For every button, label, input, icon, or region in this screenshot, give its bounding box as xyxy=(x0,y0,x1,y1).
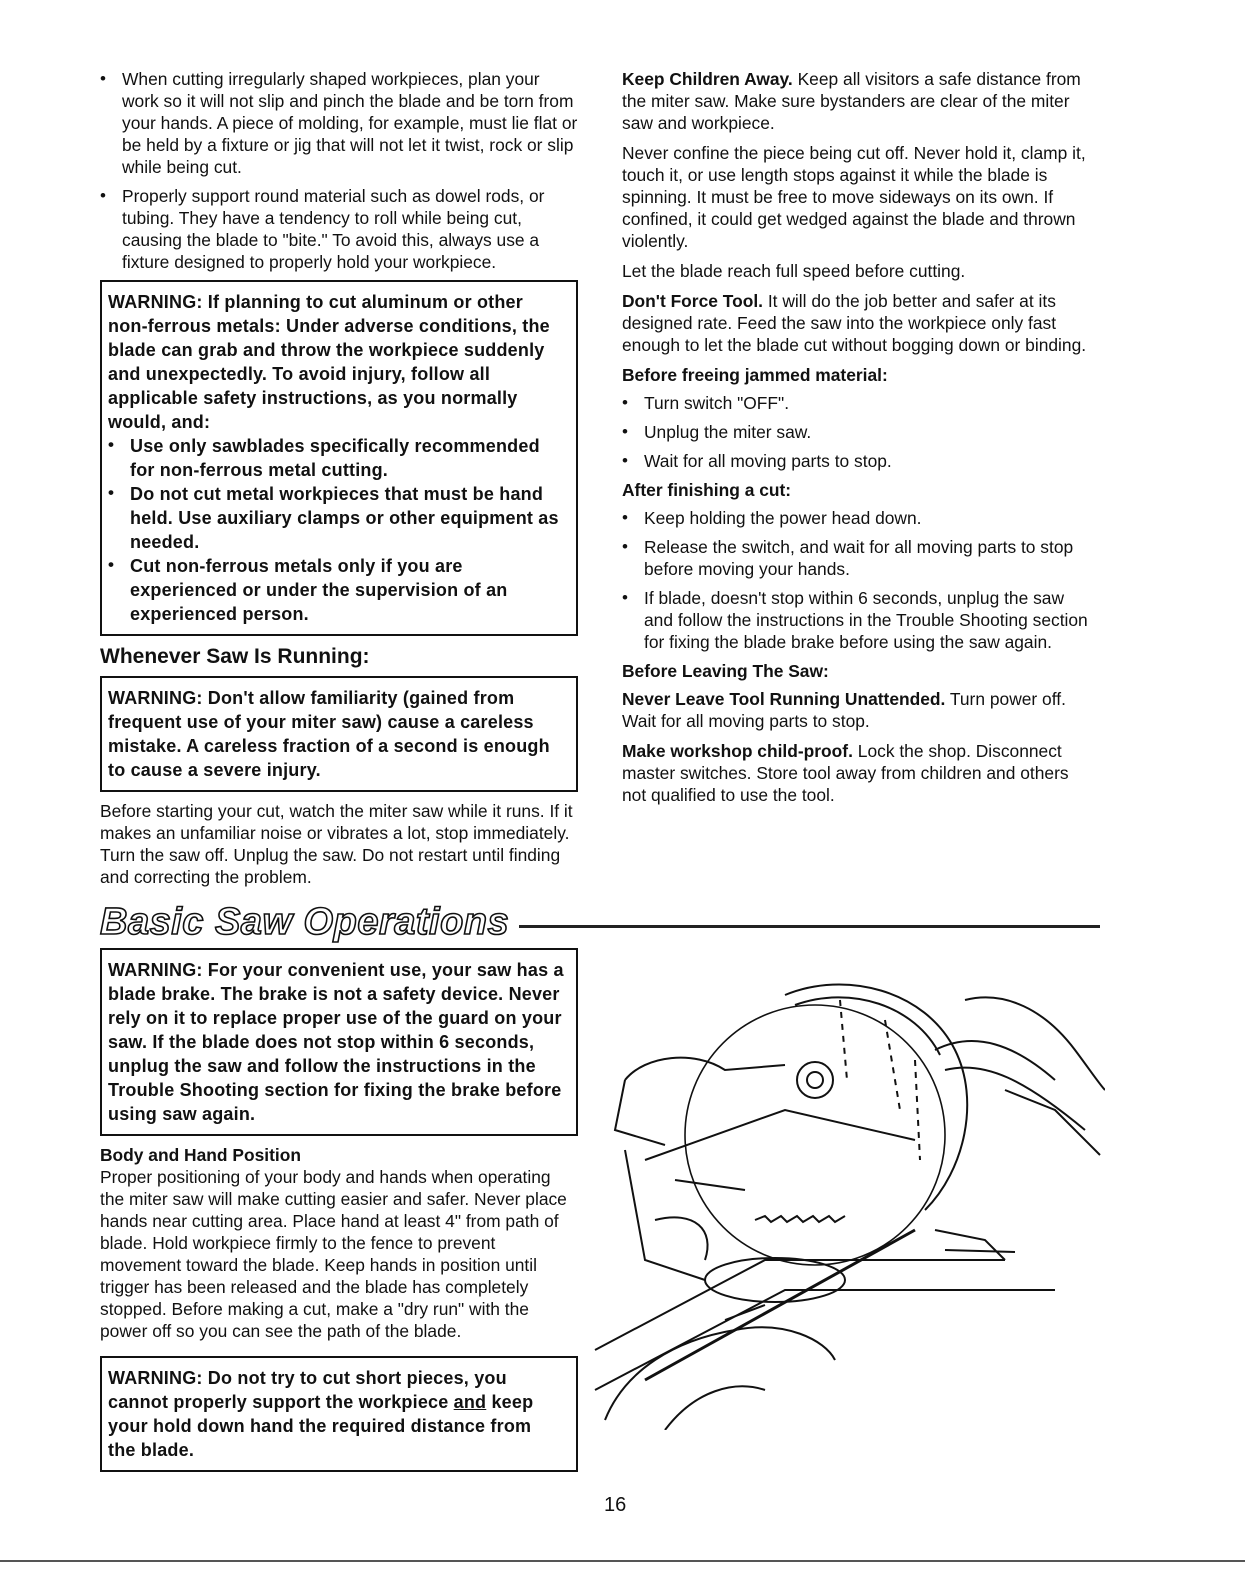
list-item: • Use only sawblades specifically recommended for non-ferrous metal cutting. xyxy=(108,435,540,480)
force-paragraph: Don't Force Tool. It will do the job better and safer at its designed rate. Feed the saw into the workpiece only fast enough to let the blade cut without bogging down or binding. xyxy=(622,291,1087,355)
left-column-top xyxy=(100,68,578,896)
warning-intro: WARNING: If planning to cut aluminum or other non-ferrous metals: Under adverse conditions, the blade can grab and throw the workpiece suddenly and unexpectedly. To avoid injury, follow all applicable safety instructions, as you normally would, and: xyxy=(108,292,550,432)
list-item: • Cut non-ferrous metals only if you are experienced or under the supervision of an experienced person. xyxy=(108,555,508,624)
body-hand-text: Proper positioning of your body and hands when operating the miter saw will make cutting easier and safer. Never place hands near cutting area. Place hand at least 4" from path of blade. Hold workpiece firmly to the fence to prevent movement toward the blade. Keep hands in position until trigger has been released and the blade has completely stopped. Before making a cut, make a "dry run" with the power off so you can see the path of the blade. xyxy=(100,1167,567,1341)
warning-box-blade-brake: WARNING: For your convenient use, your saw has a blade brake. The brake is not a safety device. Never rely on it to replace proper use of the guard on your saw. If the blade does not stop within 6 seconds, unplug the saw and follow the instructions in the Trouble Shooting section for fixing the brake before using saw again. xyxy=(100,948,578,1136)
leaving-heading: Before Leaving The Saw: xyxy=(622,661,829,681)
warning-box-short-pieces: WARNING: Do not try to cut short pieces, you cannot properly support the workpiece and keep your hold down hand the required distance from the blade. xyxy=(100,1356,578,1472)
after-heading: After finishing a cut: xyxy=(622,480,792,500)
list-item: • Unplug the miter saw. xyxy=(622,422,812,442)
children-paragraph: Keep Children Away. Keep all visitors a safe distance from the miter saw. Make sure bystanders are clear of the miter saw and workpiece. xyxy=(622,69,1081,133)
section-title: Basic Saw Operations xyxy=(100,900,510,943)
list-item: • Turn switch "OFF". xyxy=(622,393,790,413)
bottom-rule xyxy=(0,1560,1245,1562)
heading-rule xyxy=(519,925,1100,928)
list-item: • Release the switch, and wait for all moving parts to stop before moving your hands. xyxy=(622,537,1074,579)
miter-saw-illustration xyxy=(585,960,1105,1430)
childproof-paragraph: Make workshop child-proof. Lock the shop. Disconnect master switches. Store tool away from children and others not qualified to use the tool. xyxy=(622,741,1069,805)
before-starting-text: Before starting your cut, watch the miter saw while it runs. If it makes an unfamiliar noise or vibrates a lot, stop immediately. Turn the saw off. Unplug the saw. Do not restart until finding and correcting the problem. xyxy=(100,801,573,887)
list-item: • Do not cut metal workpieces that must be hand held. Use auxiliary clamps or other equipment as needed. xyxy=(108,483,559,552)
full-speed-paragraph: Let the blade reach full speed before cutting. xyxy=(622,261,966,281)
warning-box-non-ferrous xyxy=(100,280,578,636)
list-item: • Properly support round material such as dowel rods, or tubing. They have a tendency to roll while being cut, causing the blade to "bite." To avoid this, always use a fixture designed to properly hold your workpiece. xyxy=(100,186,545,272)
list-item: • Wait for all moving parts to stop. xyxy=(622,451,892,471)
confine-paragraph: Never confine the piece being cut off. Never hold it, clamp it, touch it, or use length stops against it while the blade is spinning. It must be free to move sideways on its own. If confined, it could get wedged against the blade and thrown violently. xyxy=(622,143,1086,251)
basic-saw-operations-heading xyxy=(100,898,1100,946)
right-column xyxy=(622,68,1096,814)
warning-box-familiarity: WARNING: Don't allow familiarity (gained from frequent use of your miter saw) cause a careless mistake. A careless fraction of a second is enough to cause a severe injury. xyxy=(100,676,578,792)
page-number: 16 xyxy=(604,1494,627,1516)
running-heading: Whenever Saw Is Running: xyxy=(100,645,370,668)
leave-paragraph: Never Leave Tool Running Unattended. Turn power off. Wait for all moving parts to stop. xyxy=(622,689,1066,731)
body-hand-heading: Body and Hand Position xyxy=(100,1145,301,1165)
list-item: • Keep holding the power head down. xyxy=(622,508,922,528)
jammed-heading: Before freeing jammed material: xyxy=(622,365,888,385)
left-column-bottom xyxy=(100,948,578,1480)
list-item: • If blade, doesn't stop within 6 seconds, unplug the saw and follow the instructions in the Trouble Shooting section for fixing the blade brake before using the saw again. xyxy=(622,588,1088,652)
list-item: • When cutting irregularly shaped workpieces, plan your work so it will not slip and pinch the blade and be torn from your hands. A piece of molding, for example, must lie flat or be held by a fixture or jig that will not let it twist, rock or slip while being cut. xyxy=(100,69,578,177)
